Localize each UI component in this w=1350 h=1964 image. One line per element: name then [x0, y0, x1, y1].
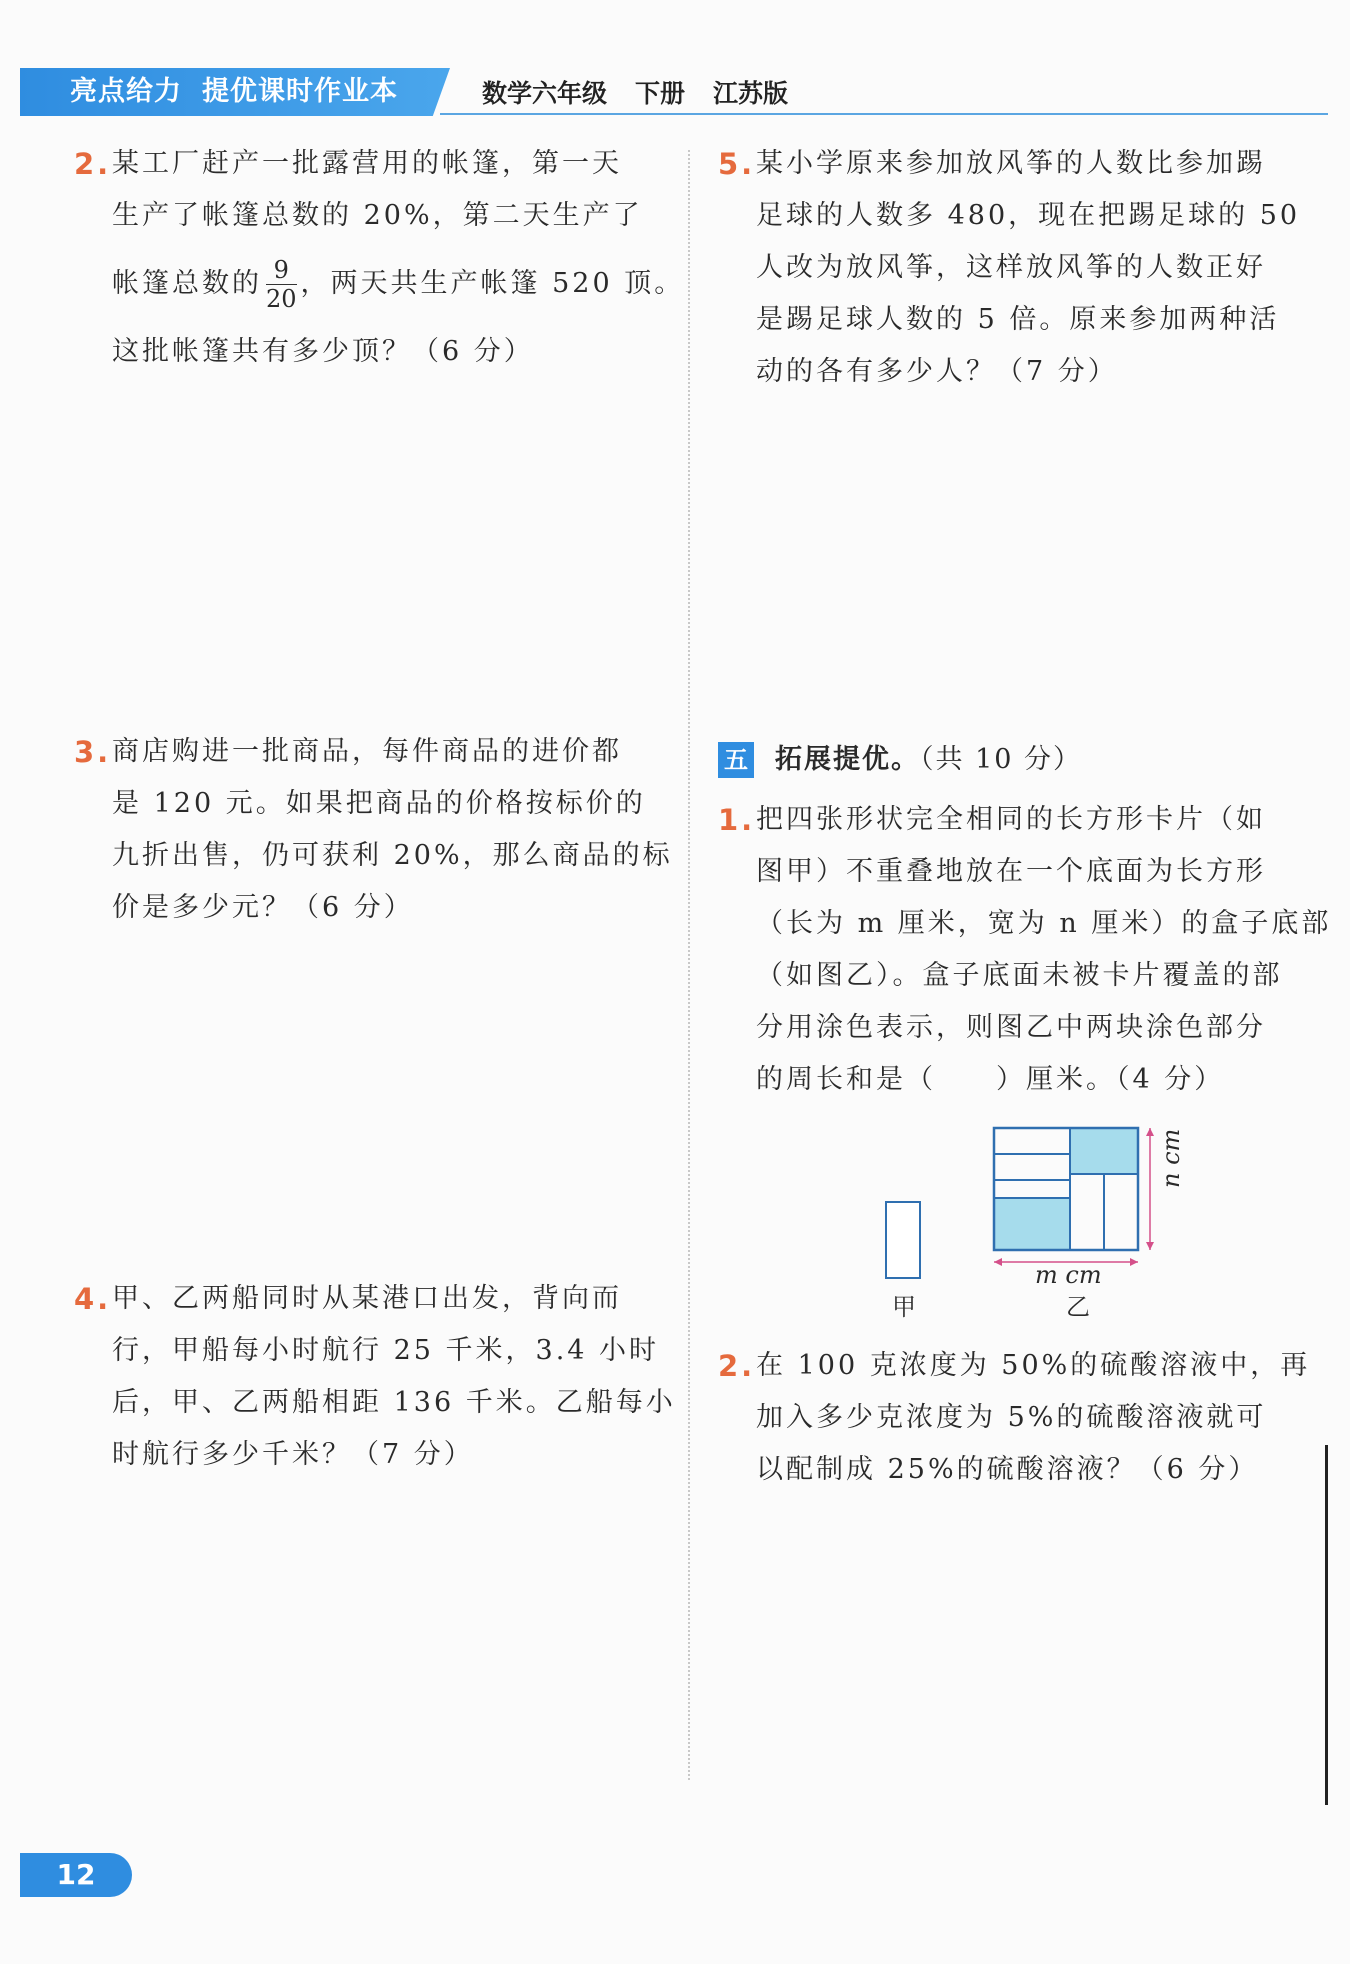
question-line: 生产了帐篷总数的 20%，第二天生产了	[112, 200, 643, 231]
edition: 江苏版	[713, 79, 789, 108]
fraction-denominator: 20	[266, 285, 297, 313]
question-3	[74, 726, 673, 934]
question-line: 某小学原来参加放风筝的人数比参加踢	[756, 148, 1266, 179]
question-number: 1.	[718, 803, 756, 837]
column-divider	[688, 150, 690, 1780]
question-line: 的周长和是（ ）厘米。（4 分）	[756, 1064, 1225, 1095]
question-line: 商店购进一批商品，每件商品的进价都	[112, 736, 622, 767]
brand-name: 亮点给力	[70, 76, 182, 107]
question-line: 这批帐篷共有多少顶？（6 分）	[112, 336, 534, 367]
question-line: 人改为放风筝，这样放风筝的人数正好	[756, 252, 1266, 283]
label-yi: 乙	[1066, 1293, 1090, 1321]
question-line: 甲、乙两船同时从某港口出发，背向而	[112, 1283, 622, 1314]
subject-grade: 数学六年级	[482, 79, 608, 108]
question-number: 3.	[74, 735, 112, 769]
header-book-info	[482, 74, 816, 114]
question-line: 是 120 元。如果把商品的价格按标价的	[112, 788, 646, 819]
shaded-region-bottom-left	[994, 1198, 1070, 1250]
volume: 下册	[635, 79, 686, 108]
card-jia	[886, 1202, 920, 1278]
label-m-cm: m cm	[1035, 1261, 1102, 1289]
question-line: （长为 m 厘米，宽为 n 厘米）的盒子底部	[756, 908, 1332, 939]
question-line: 行，甲船每小时航行 25 千米，3.4 小时	[112, 1335, 660, 1366]
section5-question-2	[718, 1340, 1311, 1496]
arrowhead	[1146, 1128, 1154, 1136]
question-line: （如图乙）。盒子底面未被卡片覆盖的部	[756, 960, 1283, 991]
question-line: 价是多少元？（6 分）	[112, 892, 414, 923]
question-text: 帐篷总数的	[112, 268, 262, 299]
question-line: 分用涂色表示，则图乙中两块涂色部分	[756, 1012, 1266, 1043]
card-figure-drawing	[870, 1110, 1190, 1330]
section5-question-1	[718, 794, 1332, 1106]
label-jia: 甲	[892, 1293, 916, 1321]
arrowhead	[1130, 1258, 1138, 1266]
brand-series: 提优课时作业本	[202, 76, 398, 107]
question-line: 以配制成 25%的硫酸溶液？（6 分）	[756, 1454, 1259, 1485]
header-rule	[440, 113, 1328, 115]
fraction	[266, 256, 297, 313]
question-line: 把四张形状完全相同的长方形卡片（如	[756, 804, 1266, 835]
question-line: 图甲）不重叠地放在一个底面为长方形	[756, 856, 1266, 887]
question-line: 是踢足球人数的 5 倍。原来参加两种活	[756, 304, 1280, 335]
question-number: 2.	[74, 147, 112, 181]
question-line: 某工厂赶产一批露营用的帐篷，第一天	[112, 148, 622, 179]
question-line: 后，甲、乙两船相距 136 千米。乙船每小	[112, 1387, 676, 1418]
question-line: 时航行多少千米？（7 分）	[112, 1439, 474, 1470]
question-line: 足球的人数多 480，现在把踢足球的 50	[756, 200, 1301, 231]
question-5	[718, 138, 1301, 398]
section-badge: 五	[718, 742, 754, 778]
page-edge-mark	[1325, 1445, 1328, 1805]
shaded-region-top-right	[1070, 1128, 1138, 1174]
question-line: 在 100 克浓度为 50%的硫酸溶液中，再	[756, 1350, 1311, 1381]
label-n-cm: n cm	[1157, 1128, 1185, 1188]
arrowhead	[994, 1258, 1002, 1266]
header-brand	[70, 71, 398, 113]
question-line: 九折出售，仍可获利 20%，那么商品的标	[112, 840, 673, 871]
question-line: 动的各有多少人？（7 分）	[756, 356, 1118, 387]
question-4	[74, 1273, 676, 1481]
question-line-with-fraction	[112, 242, 684, 326]
page-number: 12	[20, 1853, 132, 1897]
question-number: 4.	[74, 1282, 112, 1316]
question-2	[74, 138, 685, 378]
question-number: 2.	[718, 1349, 756, 1383]
fraction-numerator: 9	[266, 256, 297, 285]
section-title	[775, 736, 1082, 784]
section-points: （共 10 分）	[920, 744, 1083, 775]
section-title-text: 拓展提优。	[775, 744, 920, 775]
question-number: 5.	[718, 147, 756, 181]
question-line: 加入多少克浓度为 5%的硫酸溶液就可	[756, 1402, 1267, 1433]
card-figure	[870, 1110, 1190, 1330]
question-text: ，两天共生产帐篷 520 顶。	[300, 268, 685, 299]
arrowhead	[1146, 1242, 1154, 1250]
